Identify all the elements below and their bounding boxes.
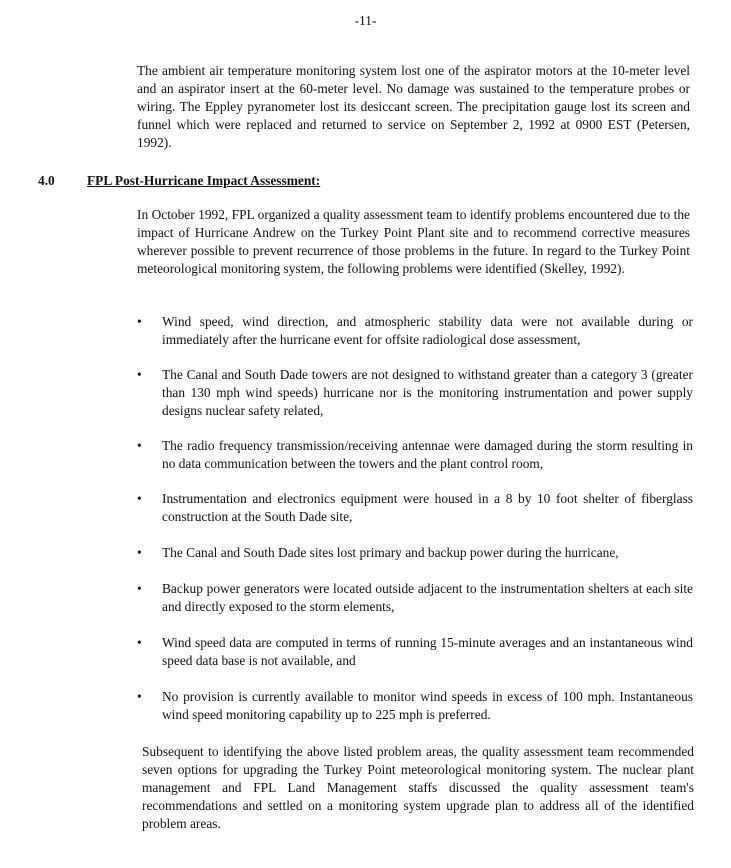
bullet-icon: •	[137, 689, 142, 704]
list-item	[137, 366, 693, 420]
closing-paragraph: Subsequent to identifying the above listed problem areas, the quality assessment team recommended seven options for upgrading the Turkey Point meteorological monitoring system. The nuclear plant management and FPL Land Management staffs discussed the quality assessment team's recommendations and settled on a monitoring system upgrade plan to address all of the identified problem areas.	[142, 744, 694, 831]
list-item	[137, 688, 693, 724]
list-item-text: The radio frequency transmission/receiving antennae were damaged during the storm resulting in no data communication between the towers and the plant control room,	[162, 438, 693, 471]
list-item-text: The Canal and South Dade towers are not designed to withstand greater than a category 3 (greater than 130 mph wind speeds) hurricane nor is the monitoring instrumentation and power supply designs nuclear safety related,	[162, 367, 693, 418]
bullet-icon: •	[137, 367, 142, 382]
bullet-icon: •	[137, 491, 142, 506]
list-item	[137, 437, 693, 473]
section-intro-paragraph: In October 1992, FPL organized a quality assessment team to identify problems encountered due to the impact of Hurricane Andrew on the Turkey Point Plant site and to recommend corrective measures wherever possible to prevent recurrence of those problems in the future. In regard to the Turkey Point meteorological monitoring system, the following problems were identified (Skelley, 1992).	[137, 207, 690, 276]
list-item	[137, 490, 693, 526]
section-title: FPL Post-Hurricane Impact Assessment:	[87, 173, 321, 188]
list-item	[137, 634, 693, 670]
bullet-icon: •	[137, 545, 142, 560]
list-item-text: The Canal and South Dade sites lost primary and backup power during the hurricane,	[162, 545, 619, 560]
bullet-icon: •	[137, 314, 142, 329]
list-item-text: Backup power generators were located outside adjacent to the instrumentation shelters at each site and directly exposed to the storm elements,	[162, 581, 693, 614]
list-item-text: No provision is currently available to monitor wind speeds in excess of 100 mph. Instantaneous wind speed monitoring capability up to 225 mph is preferred.	[162, 689, 693, 722]
list-item	[137, 580, 693, 616]
bullet-icon: •	[137, 438, 142, 453]
list-item-text: Wind speed data are computed in terms of running 15-minute averages and an instantaneous wind speed data base is not available, and	[162, 635, 693, 668]
list-item	[137, 313, 693, 349]
list-item-text: Wind speed, wind direction, and atmospheric stability data were not available during or immediately after the hurricane event for offsite radiological dose assessment,	[162, 314, 693, 347]
bullet-icon: •	[137, 635, 142, 650]
list-item-text: Instrumentation and electronics equipment were housed in a 8 by 10 foot shelter of fiberglass construction at the South Dade site,	[162, 491, 693, 524]
bullet-icon: •	[137, 581, 142, 596]
page-number: -11-	[354, 13, 377, 28]
list-item	[137, 544, 693, 562]
section-number: 4.0	[38, 173, 55, 188]
intro-paragraph: The ambient air temperature monitoring system lost one of the aspirator motors at the 10-meter level and an aspirator insert at the 60-meter level. No damage was sustained to the temperature probes or wiring. The Eppley pyranometer lost its desiccant screen. The precipitation gauge lost its screen and funnel which were replaced and returned to service on September 2, 1992 at 0900 EST (Petersen, 1992).	[137, 63, 690, 150]
